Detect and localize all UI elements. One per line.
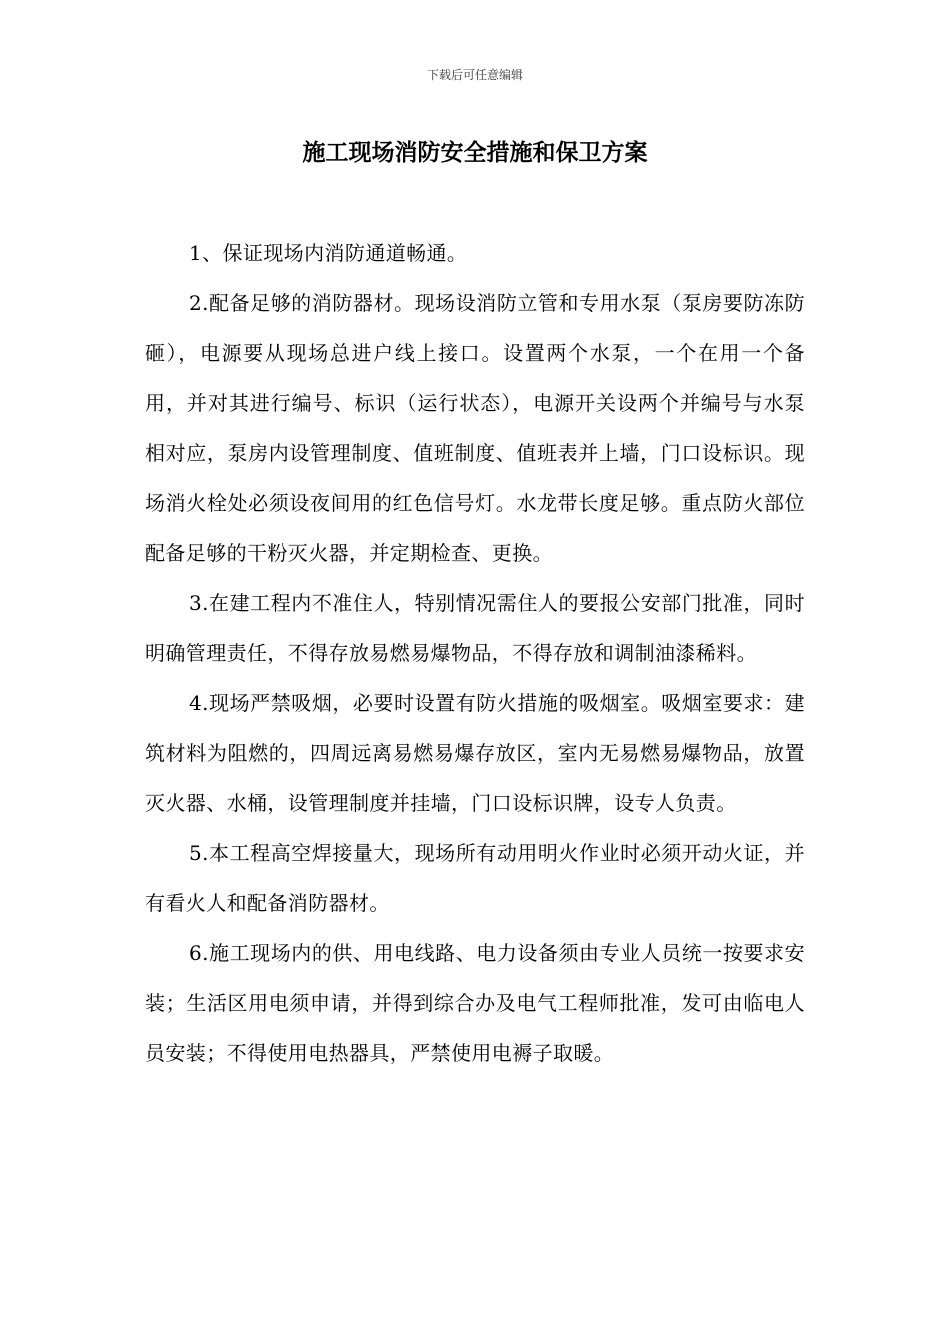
document-body: [145, 228, 805, 1078]
paragraph-2: 2.配备足够的消防器材。现场设消防立管和专用水泵（泵房要防冻防砸），电源要从现场总进户线上接口。设置两个水泵，一个在用一个备用，并对其进行编号、标识（运行状态），电源开关设两个并编号与水泵相对应，泵房内设管理制度、值班制度、值班表并上墙，门口设标识。现场消火栓处必须设夜间用的红色信号灯。水龙带长度足够。重点防火部位配备足够的干粉灭火器，并定期检查、更换。: [145, 291, 805, 565]
document-title: 施工现场消防安全措施和保卫方案: [302, 139, 648, 166]
paragraph-4: 4.现场严禁吸烟，必要时设置有防火措施的吸烟室。吸烟室要求：建筑材料为阻燃的，四周远离易燃易爆存放区，室内无易燃易爆物品，放置灭火器、水桶，设管理制度并挂墙，门口设标识牌，设专人负责。: [145, 691, 805, 815]
paragraph-3: 3.在建工程内不准住人，特别情况需住人的要报公安部门批准，同时明确管理责任，不得存放易燃易爆物品，不得存放和调制油漆稀料。: [145, 591, 805, 665]
header-note: 下载后可任意编辑: [426, 68, 523, 82]
paragraph-6: 6.施工现场内的供、用电线路、电力设备须由专业人员统一按要求安装；生活区用电须申请，并得到综合办及电气工程师批准，发可由临电人员安装；不得使用电热器具，严禁使用电褥子取暖。: [145, 941, 805, 1065]
paragraph-5: 5.本工程高空焊接量大，现场所有动用明火作业时必须开动火证，并有看火人和配备消防器材。: [145, 841, 805, 915]
paragraph-1: 1、保证现场内消防通道畅通。: [189, 241, 468, 265]
